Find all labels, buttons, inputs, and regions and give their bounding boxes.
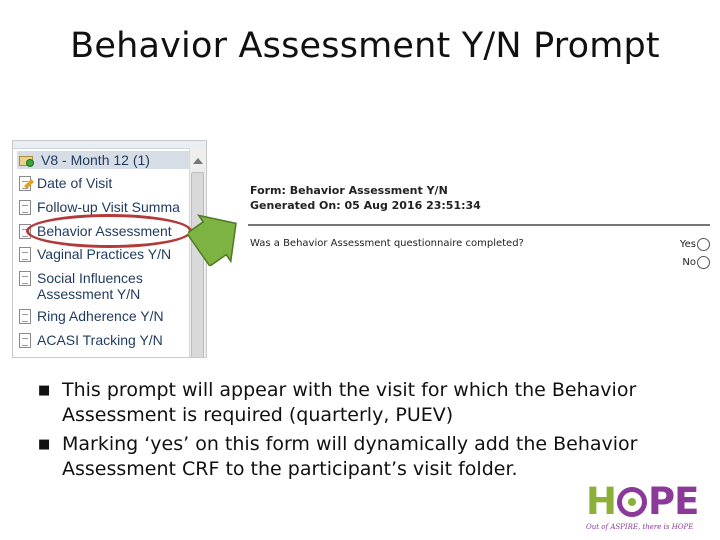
tree-item-visit-folder[interactable] [17,151,191,169]
hope-logo [586,482,708,532]
bullet-square-icon: ■ [38,383,51,398]
document-icon [19,247,31,262]
bullet-item [38,432,678,482]
option-no[interactable] [682,256,710,269]
tree-item-label: Vaginal Practices Y/N [37,246,172,262]
tree-item-social-influences[interactable] [19,270,189,304]
document-icon [19,309,31,324]
tree-item-label: Follow-up Visit Summa [37,199,180,215]
document-icon [19,333,31,348]
form-preview [248,180,710,280]
tree-item-date-of-visit[interactable] [19,175,189,191]
form-generated-on: Generated On: 05 Aug 2016 23:51:34 [250,199,481,212]
logo-o-icon [617,487,647,517]
edit-document-icon [19,176,31,191]
logo-wordmark [586,482,708,522]
logo-letter-h: H [586,480,616,523]
highlight-ellipse [26,214,192,248]
form-divider [248,224,710,226]
option-yes-label: Yes [679,239,696,250]
no-radio[interactable] [697,256,710,269]
tree-item-follow-up-visit-summary[interactable] [19,199,189,215]
document-icon [19,200,31,215]
bullet-list [38,378,678,486]
form-question: Was a Behavior Assessment questionnaire completed? [250,238,524,249]
bullet-text: Marking ‘yes’ on this form will dynamically add the Behavior Assessment CRF to the participant’s visit folder. [62,433,638,480]
bullet-square-icon: ■ [38,437,51,452]
tree-item-label: Date of Visit [37,175,113,191]
bullet-text: This prompt will appear with the visit for which the Behavior Assessment is required (quarterly, PUEV) [62,379,637,426]
tree-item-acasi-tracking[interactable] [19,332,189,348]
yes-radio[interactable] [697,238,710,251]
tree-panel-header [13,141,206,149]
option-no-label: No [682,257,696,268]
folder-icon [19,154,35,167]
document-icon [19,271,31,286]
tree-item-label: V8 - Month 12 (1) [41,152,150,168]
tree-item-label [37,270,143,302]
form-tree-panel [12,140,207,358]
tree-item-label-line1: Social Influences [37,270,143,286]
slide-title: Behavior Assessment Y/N Prompt [70,26,660,66]
tree-item-ring-adherence[interactable] [19,308,189,324]
logo-letters-pe: PE [647,480,699,523]
tree-item-vaginal-practices[interactable] [19,246,189,262]
tree-item-label: ACASI Tracking Y/N [37,332,163,348]
logo-tagline: Out of ASPIRE, there is HOPE [586,523,694,531]
pointer-arrow-icon [188,206,248,266]
form-name: Form: Behavior Assessment Y/N [250,184,448,197]
option-yes[interactable] [680,238,710,251]
scroll-up-arrow-icon[interactable] [193,158,203,164]
tree-item-label-line2: Assessment Y/N [37,286,141,302]
tree-item-label: Behavior Assessment [37,223,172,239]
bullet-item [38,378,678,428]
tree-item-label: Ring Adherence Y/N [37,308,164,324]
